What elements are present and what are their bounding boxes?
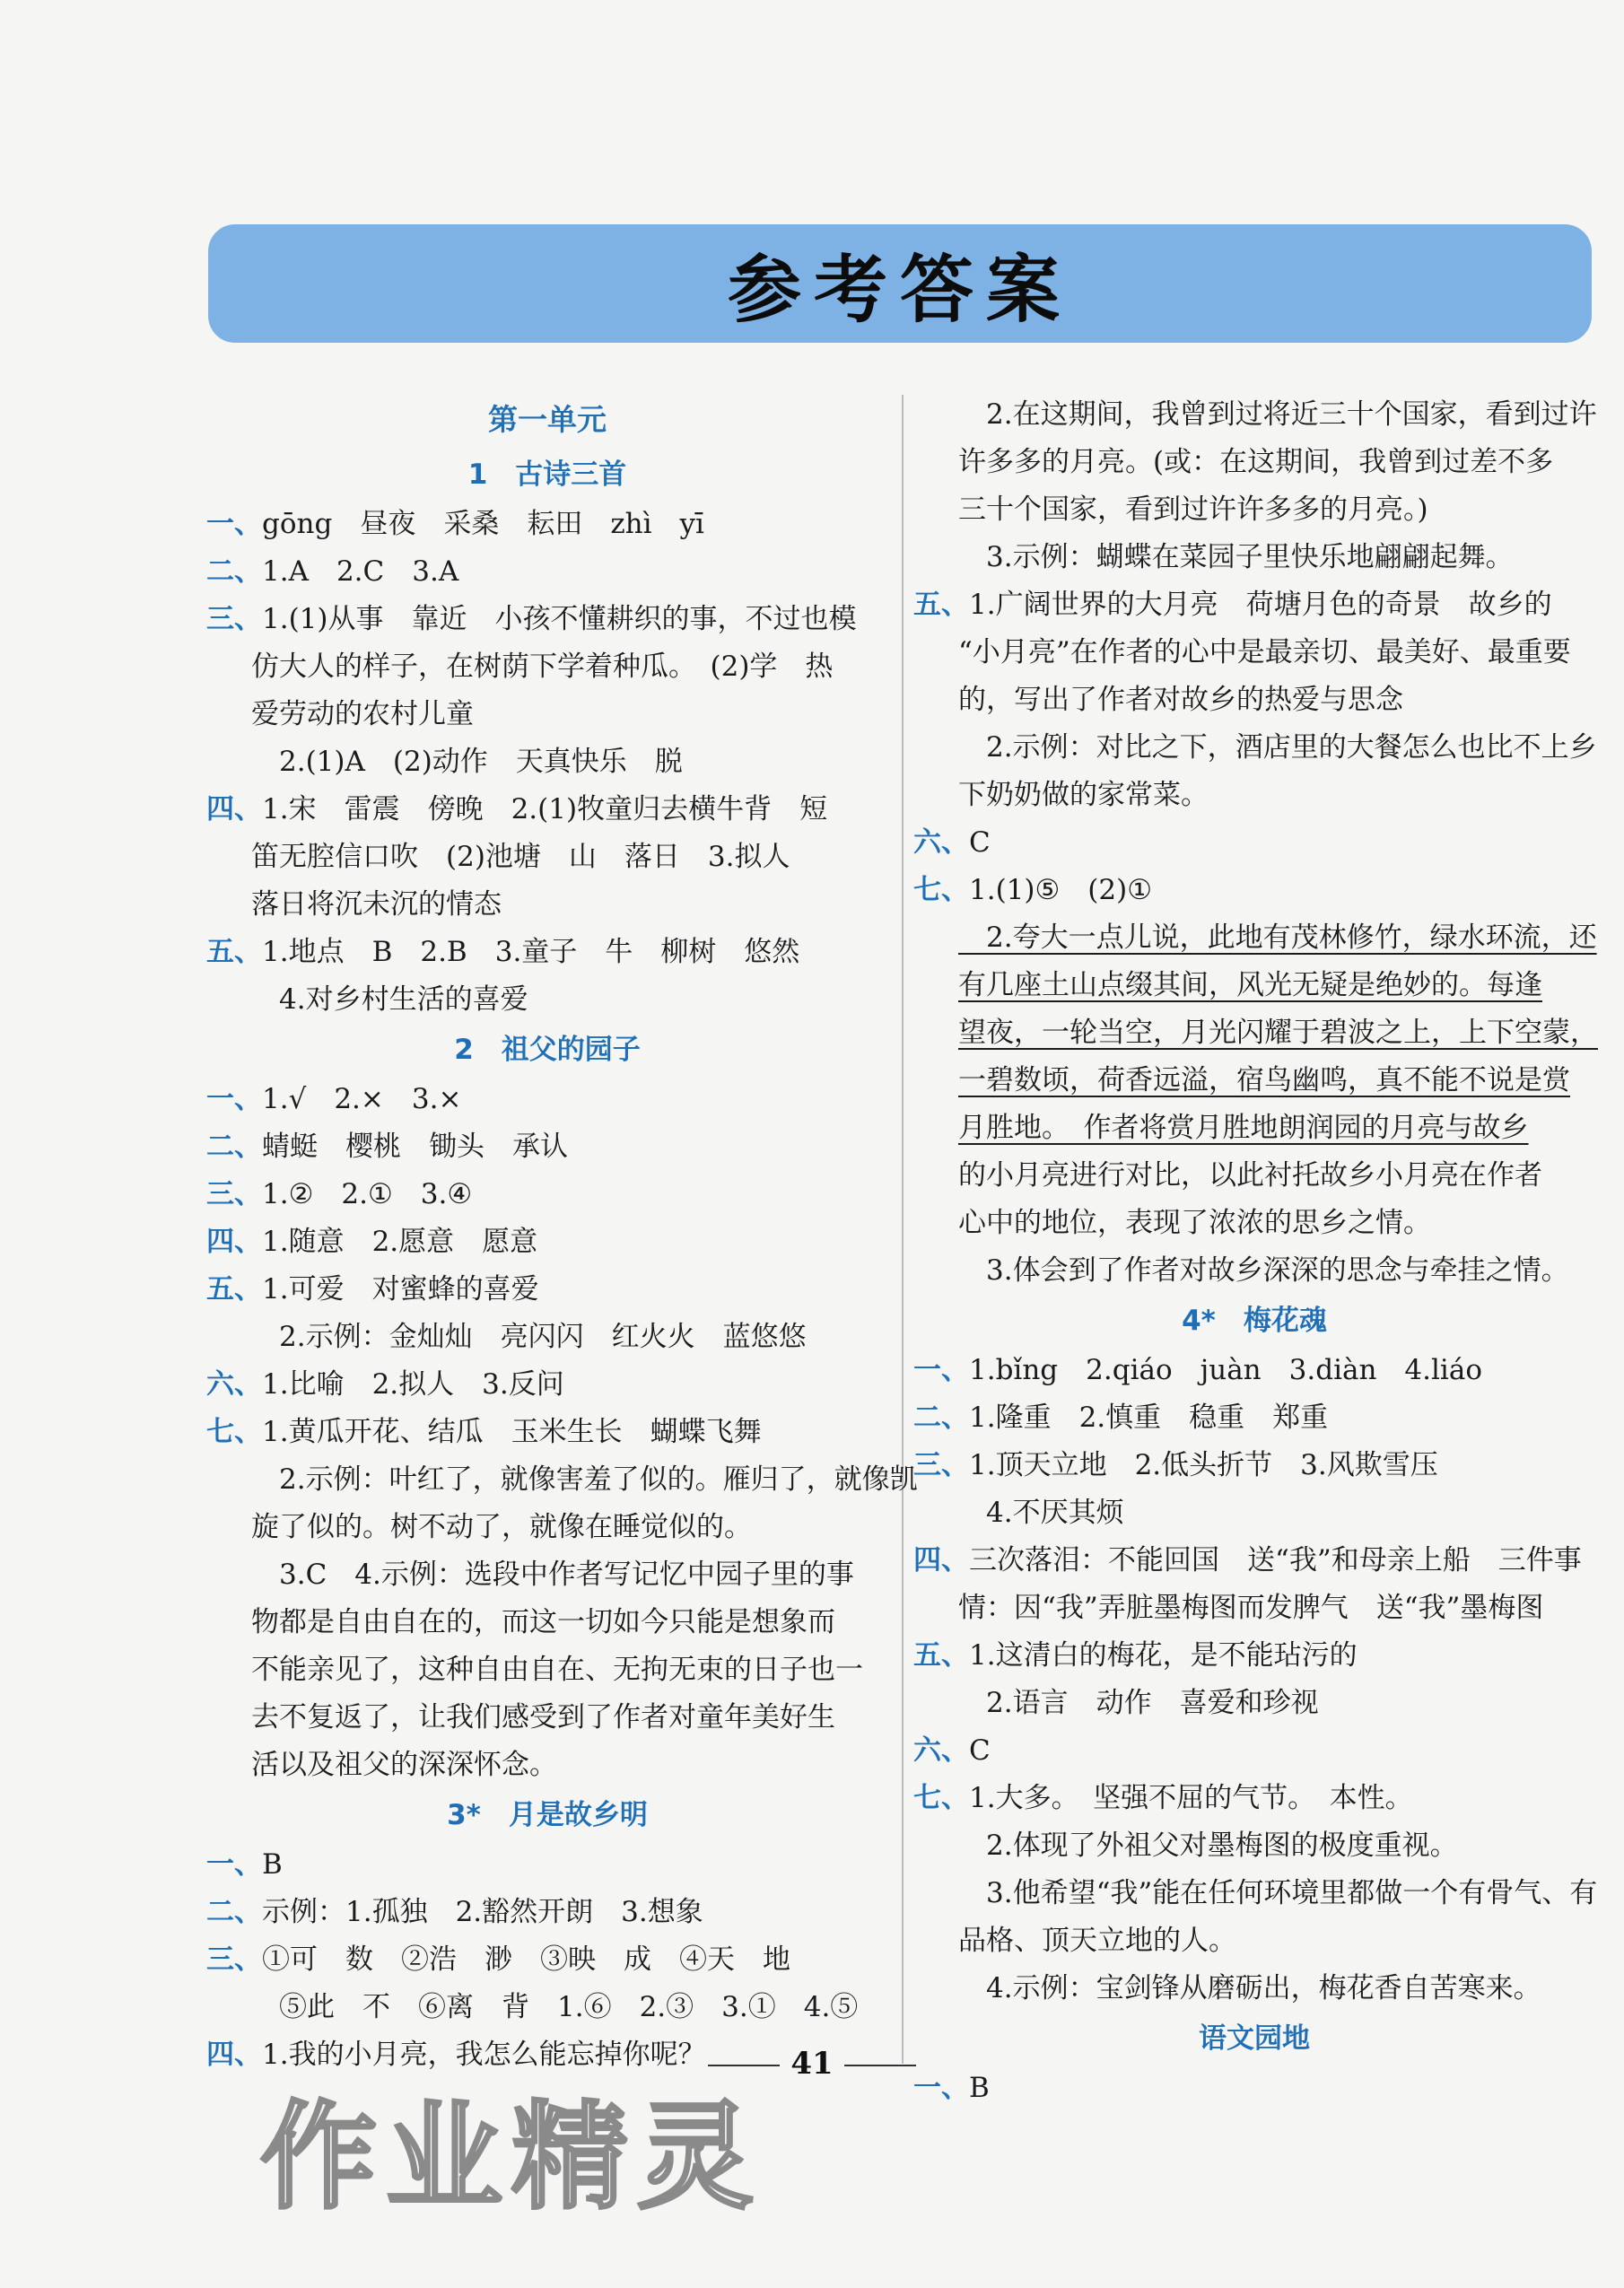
answer-text: 3.示例：蝴蝶在菜园子里快乐地翩翩起舞。: [958, 541, 1514, 573]
answer-line: [206, 1123, 888, 1171]
answer-line: [206, 1984, 888, 2031]
answer-text: ⑤此 不 ⑥离 背 1.⑥ 2.③ 3.① 4.⑤: [251, 1991, 859, 2023]
answer-text: 1.宋 雷震 傍晚 2.(1)牧童归去横牛背 短: [262, 793, 828, 825]
answer-text: 1.我的小月亮，我怎么能忘掉你呢？: [262, 2039, 706, 2071]
answer-line: [913, 867, 1595, 914]
answer-line: [913, 1965, 1595, 2013]
lesson-2-answers: [206, 1076, 918, 1789]
answer-text: 1.√ 2.× 3.×: [262, 1083, 462, 1115]
answer-text: 望夜，一轮当空，月光闪耀于碧波之上，上下空蒙，: [958, 1017, 1598, 1049]
answer-line: [206, 929, 888, 976]
answer-text: 1.bǐng 2.qiáo juàn 3.diàn 4.liáo: [969, 1354, 1482, 1386]
answer-text: ①可 数 ②浩 渺 ③映 成 ④天 地: [262, 1943, 790, 1976]
question-number: 五、: [913, 1639, 969, 1672]
answer-text: 1.(1)从事 靠近 小孩不懂耕织的事，不过也模: [262, 603, 857, 635]
answer-text: 1.大多。 坚强不屈的气节。 本性。: [969, 1782, 1413, 1814]
answer-line: [913, 1152, 1595, 1200]
question-number: 七、: [913, 1782, 969, 1814]
answer-line: [206, 1171, 888, 1218]
answer-text: 2.示例：对比之下，酒店里的大餐怎么也比不上乡: [958, 731, 1597, 764]
answer-text: 的，写出了作者对故乡的热爱与思念: [958, 684, 1403, 716]
question-number: 三、: [206, 1943, 262, 1976]
answer-line: [206, 1742, 888, 1789]
answer-text: 仿大人的样子，在树荫下学着种瓜。 (2)学 热: [251, 651, 834, 683]
answer-line: [206, 1936, 888, 1984]
question-number: 七、: [206, 1416, 262, 1448]
footer-rule-right: [844, 2065, 916, 2066]
answer-text: 1.广阔世界的大月亮 荷塘月色的奇景 故乡的: [969, 589, 1552, 621]
answer-text: 的小月亮进行对比，以此衬托故乡小月亮在作者: [958, 1159, 1542, 1192]
answer-line: [206, 1456, 918, 1504]
right-column: [913, 391, 1598, 2112]
question-number: 五、: [913, 589, 969, 621]
answer-line: [206, 1694, 888, 1742]
answer-line: [206, 1076, 888, 1123]
answer-line: [206, 548, 888, 596]
question-number: 六、: [913, 1734, 969, 1767]
answer-line: [913, 1489, 1595, 1537]
answer-text: “小月亮”在作者的心中是最亲切、最美好、最重要: [958, 636, 1571, 668]
answer-text: 1.黄瓜开花、结瓜 玉米生长 蝴蝶飞舞: [262, 1416, 762, 1448]
answer-line: [206, 1314, 888, 1361]
lesson-4-answers: [913, 1347, 1598, 2013]
answer-text: 1.顶天立地 2.低头折节 3.风欺雪压: [969, 1449, 1438, 1481]
question-number: 五、: [206, 1273, 262, 1306]
question-number: 一、: [206, 508, 262, 540]
answer-line: [913, 581, 1595, 629]
answer-line: [913, 1680, 1595, 1727]
lesson-3-answers: [206, 1841, 888, 2079]
answer-line: [206, 1599, 888, 1646]
answer-line: [913, 1537, 1595, 1585]
lesson-1-answers: [206, 501, 888, 1024]
answer-line: [913, 1347, 1595, 1394]
answer-line: [206, 501, 888, 548]
question-number: 一、: [206, 1848, 262, 1881]
question-number: 二、: [206, 1896, 262, 1928]
answer-text: C: [969, 826, 991, 859]
answer-text: 4.示例：宝剑锋从磨砺出，梅花香自苦寒来。: [958, 1972, 1541, 2004]
answer-text: 2.语言 动作 喜爱和珍视: [958, 1687, 1319, 1719]
answer-line: [913, 1632, 1595, 1680]
question-number: 四、: [206, 2039, 262, 2071]
answer-text: 笛无腔信口吹 (2)池塘 山 落日 3.拟人: [251, 841, 790, 873]
answer-text: 2.示例：金灿灿 亮闪闪 红火火 蓝悠悠: [251, 1321, 807, 1353]
answer-text: 1.A 2.C 3.A: [262, 555, 459, 588]
lesson-2-heading: 2 祖父的园子: [454, 1034, 641, 1066]
question-number: 四、: [206, 1226, 262, 1258]
question-number: 一、: [913, 1354, 969, 1386]
answer-text: 示例：1.孤独 2.豁然开朗 3.想象: [262, 1896, 703, 1928]
question-number: 四、: [206, 793, 262, 825]
answer-text: 落日将沉未沉的情态: [251, 888, 502, 921]
answer-line: [206, 786, 888, 834]
question-number: 五、: [206, 936, 262, 968]
answer-text: 1.地点 B 2.B 3.童子 牛 柳树 悠然: [262, 936, 800, 968]
answer-text: 月胜地。 作者将赏月胜地朗润园的月亮与故乡: [958, 1112, 1529, 1144]
answer-line: [206, 1218, 888, 1266]
answer-line: [913, 1870, 1598, 1917]
answer-text: 2.体现了外祖父对墨梅图的极度重视。: [958, 1830, 1458, 1862]
answer-line: [913, 1247, 1595, 1295]
answer-text: 2.夸大一点儿说，此地有茂林修竹，绿水环流，还: [958, 921, 1597, 954]
answer-line: [913, 1009, 1598, 1057]
answer-text: 4.不厌其烦: [958, 1497, 1124, 1529]
answer-line: [206, 881, 888, 929]
answer-text: 品格、顶天立地的人。: [958, 1925, 1236, 1957]
answer-line: [913, 772, 1595, 819]
answer-text: 有几座土山点缀其间，风光无疑是绝妙的。每逢: [958, 969, 1542, 1001]
answer-text: 1.可爱 对蜜蜂的喜爱: [262, 1273, 539, 1306]
answer-line: [206, 1361, 888, 1409]
unit-heading: 第一单元: [488, 402, 607, 437]
question-number: 三、: [206, 603, 262, 635]
answer-text: 下奶奶做的家常菜。: [958, 779, 1209, 811]
page-number: [0, 2046, 1624, 2082]
answer-text: 物都是自由自在的，而这一切如今只能是想象而: [251, 1606, 835, 1638]
answer-text: 活以及祖父的深深怀念。: [251, 1749, 557, 1781]
answer-line: [206, 1889, 888, 1936]
answer-text: 3.体会到了作者对故乡深深的思念与牵挂之情。: [958, 1254, 1569, 1287]
answer-line: [913, 1917, 1595, 1965]
answer-text: 心中的地位，表现了浓浓的思乡之情。: [958, 1207, 1431, 1239]
answer-line: [913, 1727, 1595, 1775]
question-number: 一、: [913, 2072, 969, 2104]
question-number: 七、: [913, 874, 969, 906]
lesson-1-heading: 1 古诗三首: [467, 458, 627, 491]
answer-line: [913, 724, 1595, 772]
lesson-3-heading: 3* 月是故乡明: [447, 1799, 648, 1831]
answer-line: [913, 914, 1595, 962]
answer-line: [913, 439, 1595, 486]
answer-text: 去不复返了，让我们感受到了作者对童年美好生: [251, 1701, 835, 1733]
lesson-3-answers-continued: [913, 391, 1598, 1295]
answer-line: [206, 1646, 888, 1694]
answer-line: [913, 391, 1595, 439]
answer-line: [913, 486, 1595, 534]
answer-line: [913, 1822, 1595, 1870]
answer-text: 三十个国家，看到过许许多多的月亮。): [958, 493, 1428, 526]
answer-line: [913, 819, 1595, 867]
column-divider: [902, 395, 904, 2064]
answer-text: 2.在这期间，我曾到过将近三十个国家，看到过许: [958, 398, 1597, 431]
answer-line: [913, 1105, 1595, 1152]
answer-line: [206, 691, 888, 738]
answer-text: 一碧数顷，荷香远溢，宿鸟幽鸣，真不能不说是赏: [958, 1064, 1570, 1096]
answer-text: C: [969, 1734, 991, 1767]
question-number: 二、: [206, 1131, 262, 1163]
answer-text: 4.对乡村生活的喜爱: [251, 983, 528, 1016]
answer-line: [206, 643, 888, 691]
answer-line: [206, 596, 888, 643]
question-number: 二、: [913, 1402, 969, 1434]
answer-text: 不能亲见了，这种自由自在、无拘无束的日子也一: [251, 1654, 863, 1686]
answer-text: 1.随意 2.愿意 愿意: [262, 1226, 538, 1258]
answer-text: B: [969, 2072, 990, 2104]
lesson-4-heading: 4* 梅花魂: [1182, 1305, 1327, 1337]
answer-text: 2.示例：叶红了，就像害羞了似的。雁归了，就像凯: [251, 1463, 918, 1496]
answer-line: [206, 976, 888, 1024]
answer-line: [913, 1394, 1595, 1442]
question-number: 六、: [913, 826, 969, 859]
answer-line: [206, 1551, 888, 1599]
answer-text: 蜻蜓 樱桃 锄头 承认: [262, 1131, 568, 1163]
answer-line: [206, 738, 888, 786]
page-title: 参考答案: [727, 247, 1072, 333]
answer-text: 三次落泪：不能回国 送“我”和母亲上船 三件事: [969, 1544, 1582, 1576]
answer-line: [913, 1585, 1595, 1632]
left-column: [206, 391, 918, 2079]
answer-line: [913, 962, 1595, 1009]
answer-text: 情：因“我”弄脏墨梅图而发脾气 送“我”墨梅图: [958, 1592, 1544, 1624]
answer-text: 3.C 4.示例：选段中作者写记忆中园子里的事: [251, 1559, 854, 1591]
question-number: 三、: [206, 1178, 262, 1210]
answer-line: [206, 1841, 888, 1889]
answer-line: [913, 1057, 1595, 1105]
question-number: 六、: [206, 1368, 262, 1401]
answer-line: [913, 629, 1595, 677]
answer-text: 旋了似的。树不动了，就像在睡觉似的。: [251, 1511, 752, 1543]
page-number-text: 41: [790, 2046, 834, 2082]
answer-line: [913, 1200, 1595, 1247]
answer-line: [913, 1775, 1595, 1822]
answer-text: 2.(1)A (2)动作 天真快乐 脱: [251, 746, 683, 778]
question-number: 一、: [206, 1083, 262, 1115]
answer-line: [206, 1409, 888, 1456]
answer-text: 1.隆重 2.慎重 稳重 郑重: [969, 1402, 1329, 1434]
title-banner: [208, 224, 1592, 343]
question-number: 三、: [913, 1449, 969, 1481]
answer-text: 1.② 2.① 3.④: [262, 1178, 473, 1210]
answer-line: [913, 534, 1595, 581]
answer-text: 1.这清白的梅花，是不能玷污的: [969, 1639, 1358, 1672]
answer-text: 爱劳动的农村儿童: [251, 698, 474, 730]
watermark: 作业精灵: [260, 2089, 764, 2225]
answer-text: B: [262, 1848, 283, 1881]
answer-line: [913, 1442, 1595, 1489]
answer-line: [206, 1504, 888, 1551]
answer-text: 1.(1)⑤ (2)①: [969, 874, 1152, 906]
question-number: 四、: [913, 1544, 969, 1576]
answer-text: 1.比喻 2.拟人 3.反问: [262, 1368, 564, 1401]
question-number: 二、: [206, 555, 262, 588]
answer-text: 3.他希望“我”能在任何环境里都做一个有骨气、有: [958, 1877, 1598, 1909]
answer-text: 许多多的月亮。(或：在这期间，我曾到过差不多: [958, 446, 1554, 478]
chinese-garden-heading: 语文园地: [1199, 2022, 1310, 2055]
answer-line: [913, 677, 1595, 724]
answer-line: [206, 1266, 888, 1314]
answer-text: gōng 昼夜 采桑 耘田 zhì yī: [262, 508, 704, 540]
answer-line: [206, 834, 888, 881]
